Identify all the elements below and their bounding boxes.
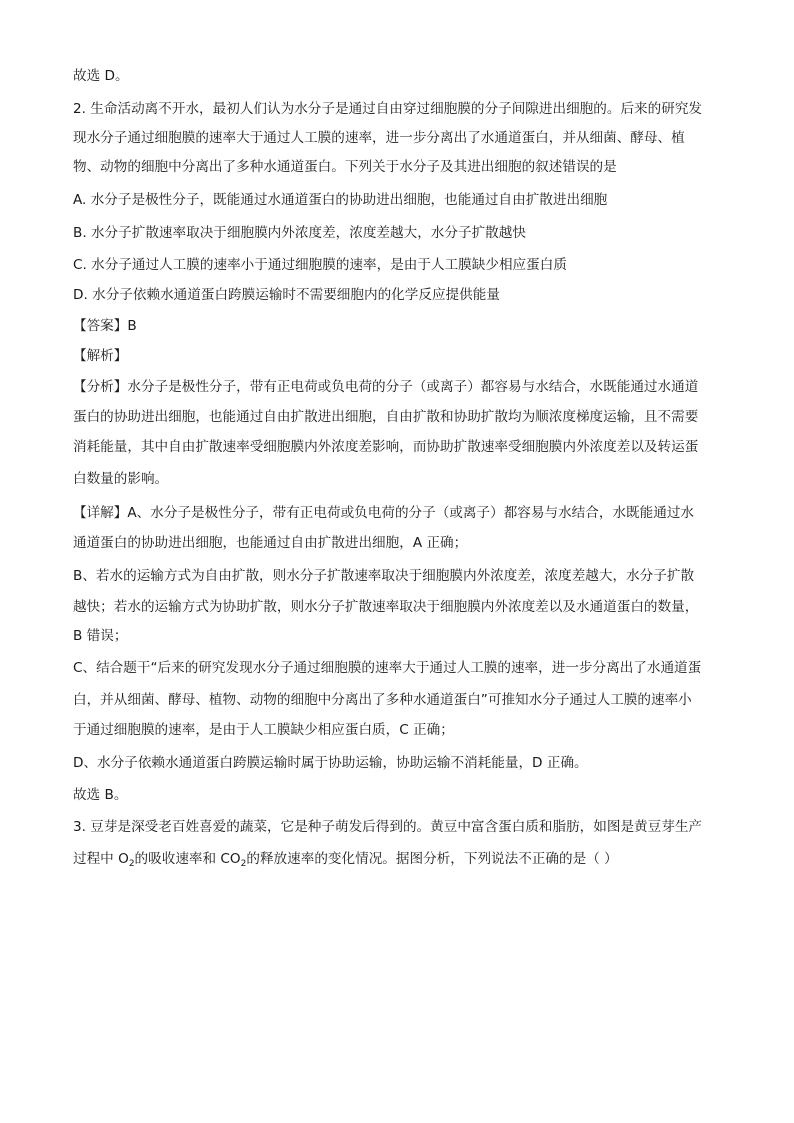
question-2-stem: 现水分子通过细胞膜的速率大于通过人工膜的速率，进一步分离出了水通道蛋白，并从细菌、酵母、植 [73, 130, 685, 146]
detail-b: B、若水的运输方式为自由扩散，则水分子扩散速率取决于细胞膜内外浓度差，浓度差越大，水分子扩散 [73, 568, 695, 584]
analysis-paragraph: 【分析】水分子是极性分子，带有正电荷或负电荷的分子（或离子）都容易与水结合，水既能通过水通道 [73, 379, 699, 395]
option-d: D. 水分子依赖水通道蛋白跨膜运输时不需要细胞内的化学反应提供能量 [73, 287, 500, 303]
q3-text-part: 过程中 O [73, 851, 129, 867]
analysis-paragraph: 蛋白的协助进出细胞，也能通过自由扩散进出细胞，自由扩散和协助扩散均为顺浓度梯度运输，且不需要 [73, 409, 699, 425]
answer-label: 【答案】B [73, 318, 137, 334]
question-3-stem [73, 849, 723, 869]
subscript: 2 [128, 859, 135, 869]
question-3-stem: 3. 豆芽是深受老百姓喜爱的蔬菜，它是种子萌发后得到的。黄豆中富含蛋白质和脂肪，如图是黄豆芽生产 [73, 819, 703, 835]
detail-c: 白，并从细菌、酵母、植物、动物的细胞中分离出了多种水通道蛋白”可推知水分子通过人工膜的速率小 [73, 692, 692, 708]
detail-b: B 错误； [73, 628, 128, 644]
q3-text-part: 的释放速率的变化情况。据图分析，下列说法不正确的是（ ） [246, 851, 618, 867]
analysis-paragraph: 白数量的影响。 [73, 471, 169, 487]
q3-text-part: 的吸收速率和 CO [134, 851, 241, 867]
question-2-stem: 2. 生命活动离不开水，最初人们认为水分子是通过自由穿过细胞膜的分子间隙进出细胞的。后来的研究发 [73, 101, 703, 117]
subscript: 2 [240, 859, 247, 869]
analysis-paragraph: 消耗能量，其中自由扩散速率受细胞膜内外浓度差影响，而协助扩散速率受细胞膜内外浓度差以及转运蛋 [73, 439, 699, 455]
explanation-heading: 【解析】 [73, 348, 128, 364]
detail-d: D、水分子依赖水通道蛋白跨膜运输时属于协助运输，协助运输不消耗能量，D 正确。 [73, 755, 588, 771]
detail-a: 【详解】A、水分子是极性分子，带有正电荷或负电荷的分子（或离子）都容易与水结合，水既能通过水 [73, 505, 695, 521]
option-c: C. 水分子通过人工膜的速率小于通过细胞膜的速率，是由于人工膜缺少相应蛋白质 [73, 257, 567, 273]
detail-a: 通道蛋白的协助进出细胞，也能通过自由扩散进出细胞，A 正确； [73, 535, 468, 551]
detail-c: C、结合题干“后来的研究发现水分子通过细胞膜的速率大于通过人工膜的速率，进一步分离出了水通道蛋 [73, 660, 702, 676]
detail-c: 于通过细胞膜的速率，是由于人工膜缺少相应蛋白质，C 正确； [73, 722, 454, 738]
option-a: A. 水分子是极性分子，既能通过水通道蛋白的协助进出细胞，也能通过自由扩散进出细胞 [73, 192, 608, 208]
answer-conclusion-q2: 故选 B。 [73, 787, 128, 803]
option-b: B. 水分子扩散速率取决于细胞膜内外浓度差，浓度差越大，水分子扩散越快 [73, 225, 526, 241]
detail-b: 越快；若水的运输方式为协助扩散，则水分子扩散速率取决于细胞膜内外浓度差以及水通道蛋白的数量， [73, 599, 699, 615]
question-2-stem: 物、动物的细胞中分离出了多种水通道蛋白。下列关于水分子及其进出细胞的叙述错误的是 [73, 159, 617, 175]
answer-conclusion-q1: 故选 D。 [73, 68, 129, 84]
